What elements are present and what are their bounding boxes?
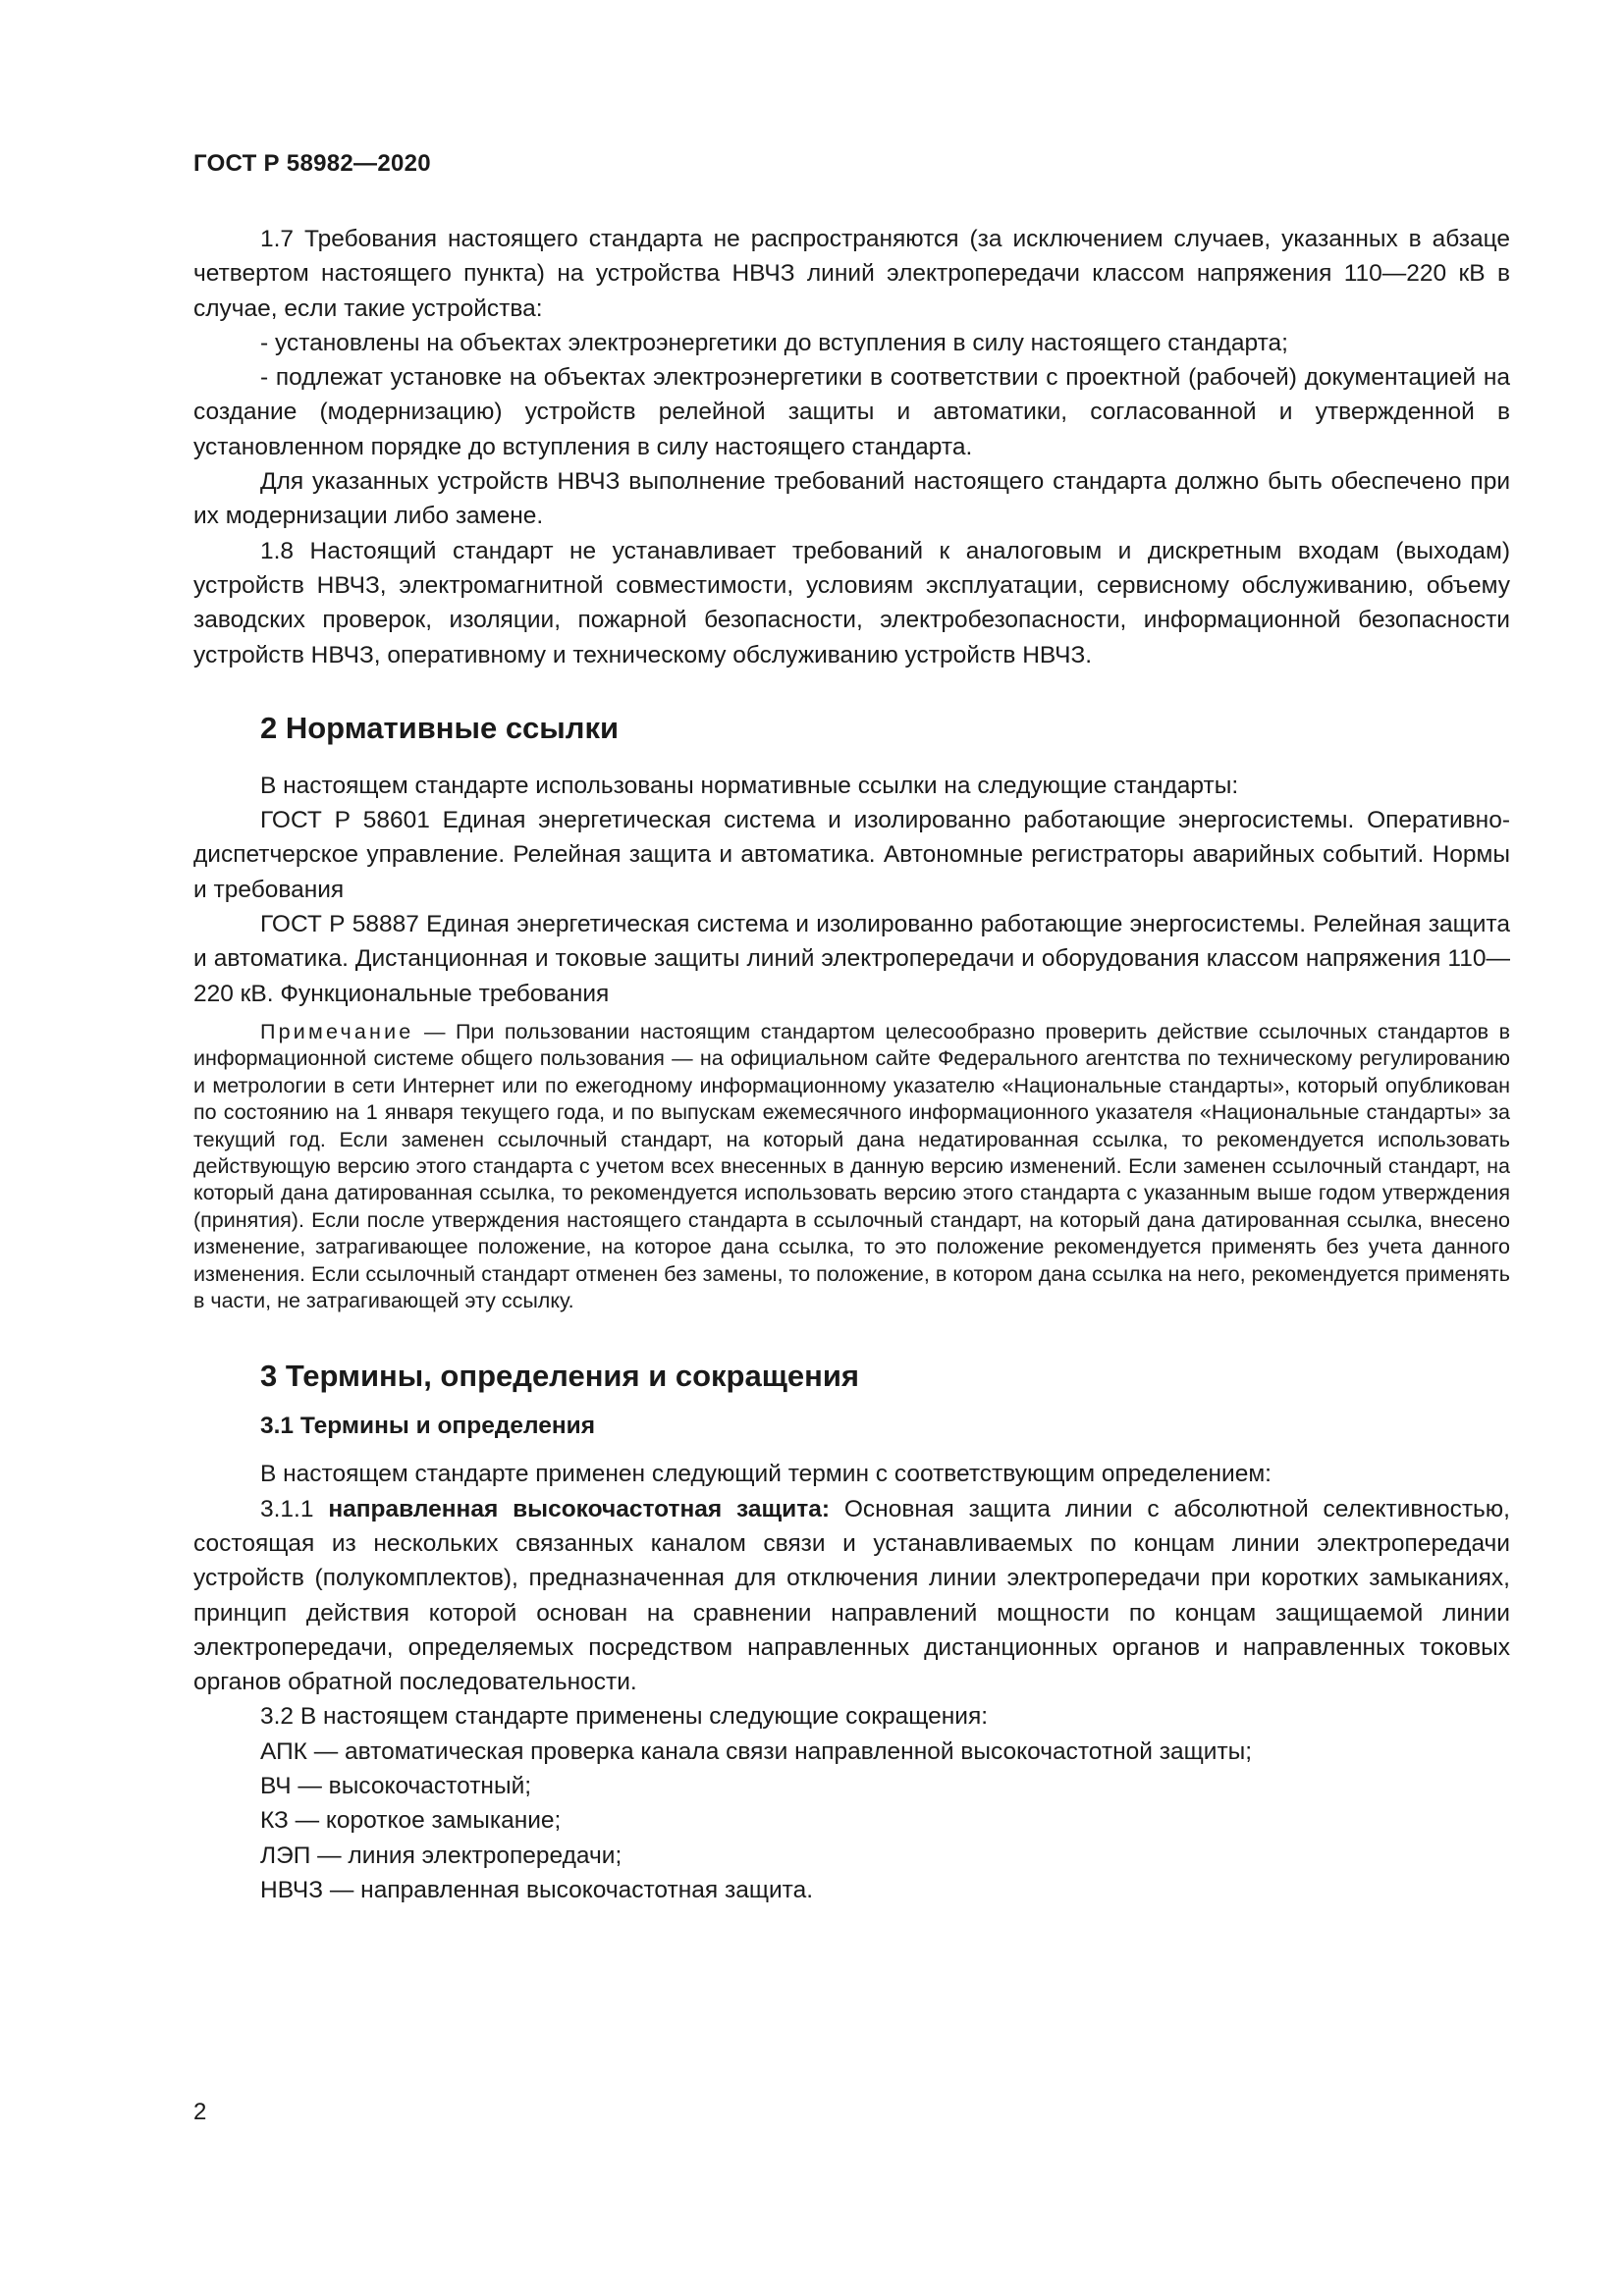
- document-body: [193, 222, 1510, 1907]
- term-name: направленная высокочастотная защита:: [328, 1495, 831, 1522]
- paragraph-1-7-note: Для указанных устройств НВЧЗ выполнение требований настоящего стандарта должно быть обеспечено при их модернизации либо замене.: [193, 468, 1510, 530]
- term-3-1-1: [193, 1492, 1510, 1700]
- abbreviation-item: КЗ — короткое замыкание;: [260, 1807, 562, 1835]
- section-2-intro: В настоящем стандарте использованы нормативные ссылки на следующие стандарты:: [260, 772, 1239, 799]
- term-number: 3.1.1: [260, 1495, 329, 1522]
- section-3-1-intro: В настоящем стандарте применен следующий термин с соответствующим определением:: [260, 1461, 1272, 1488]
- abbreviation-item: ВЧ — высокочастотный;: [260, 1773, 532, 1800]
- subsection-3-1-heading: 3.1 Термины и определения: [260, 1413, 596, 1440]
- section-2-heading: 2 Нормативные ссылки: [260, 710, 620, 745]
- paragraph-1-8: 1.8 Настоящий стандарт не устанавливает требований к аналоговым и дискретным входам (выходам) устройств НВЧЗ, электромагнитной совместимости, условиям эксплуатации, сервисному обслуживанию, объему заводских проверок, изоляции, пожарной безопасности, электробезопасности, информационной безопасности устройств НВЧЗ, оперативному и техническому обслуживанию устройств НВЧЗ.: [193, 537, 1510, 668]
- normative-reference-1: ГОСТ Р 58601 Единая энергетическая система и изолированно работающие энергосистемы. Оперативно-диспетчерское управление. Релейная защита и автоматика. Автономные регистраторы аварийных событий. Нормы и требования: [193, 807, 1510, 903]
- paragraph-1-7: 1.7 Требования настоящего стандарта не распространяются (за исключением случаев, указанных в абзаце четвертом настоящего пункта) на устройства НВЧЗ линий электропередачи классом напряжения 110—220 кВ в случае, если такие устройства:: [193, 226, 1510, 322]
- paragraph-3-2: 3.2 В настоящем стандарте применены следующие сокращения:: [260, 1703, 989, 1731]
- section-3-heading: 3 Термины, определения и сокращения: [260, 1359, 859, 1394]
- abbreviation-item: АПК — автоматическая проверка канала связи направленной высокочастотной защиты;: [260, 1737, 1253, 1765]
- document-header-code: ГОСТ Р 58982—2020: [193, 150, 431, 177]
- normative-reference-2: ГОСТ Р 58887 Единая энергетическая система и изолированно работающие энергосистемы. Релейная защита и автоматика. Дистанционная и токовые защиты линий электропередачи и оборудования классом напряжения 110—220 кВ. Функциональные требования: [193, 911, 1510, 1007]
- paragraph-1-7-item-a: - установлены на объектах электроэнергетики до вступления в силу настоящего стандарта;: [260, 329, 1288, 356]
- term-definition: Основная защита линии с абсолютной селективностью, состоящая из нескольких связанных каналом связи и устанавливаемых по концам линии электропередачи устройств (полукомплектов), предназначенная для отключения линии электропередачи при коротких замыканиях, принцип действия которой основан на сравнении направлений мощности по концам защищаемой линии электропередачи, определяемых посредством направленных дистанционных органов и направленных токовых органов обратной последовательности.: [193, 1495, 1510, 1696]
- note-label: Примечание: [260, 1019, 414, 1043]
- abbreviation-item: ЛЭП — линия электропередачи;: [260, 1842, 623, 1869]
- abbreviation-item: НВЧЗ — направленная высокочастотная защита.: [260, 1876, 814, 1903]
- page-number: 2: [193, 2099, 207, 2125]
- note-text: — При пользовании настоящим стандартом целесообразно проверить действие ссылочных стандартов в информационной системе общего пользования — на официальном сайте Федерального агентства по техническому регулированию и метрологии в сети Интернет или по ежегодному информационному указателю «Национальные стандарты», который опубликован по состоянию на 1 января текущего года, и по выпускам ежемесячного информационного указателя «Национальные стандарты» за текущий год. Если заменен ссылочный стандарт, на который дана недатированная ссылка, то рекомендуется использовать действующую версию этого стандарта с учетом всех внесенных в данную версию изменений. Если заменен ссылочный стандарт, на который дана датированная ссылка, то рекомендуется использовать версию этого стандарта с указанным выше годом утверждения (принятия). Если после утверждения настоящего стандарта в ссылочный стандарт, на который дана датированная ссылка, внесено изменение, затрагивающее положение, на которое дана ссылка, то это положение рекомендуется применять без учета данного изменения. Если ссылочный стандарт отменен без замены, то положение, в котором дана ссылка на него, рекомендуется применять в части, не затрагивающей эту ссылку.: [193, 1019, 1510, 1312]
- note-paragraph: [193, 1019, 1510, 1314]
- paragraph-1-7-item-b: - подлежат установке на объектах электроэнергетики в соответствии с проектной (рабочей) документацией на создание (модернизацию) устройств релейной защиты и автоматики, согласованной и утвержденной в установленном порядке до вступления в силу настоящего стандарта.: [193, 364, 1510, 460]
